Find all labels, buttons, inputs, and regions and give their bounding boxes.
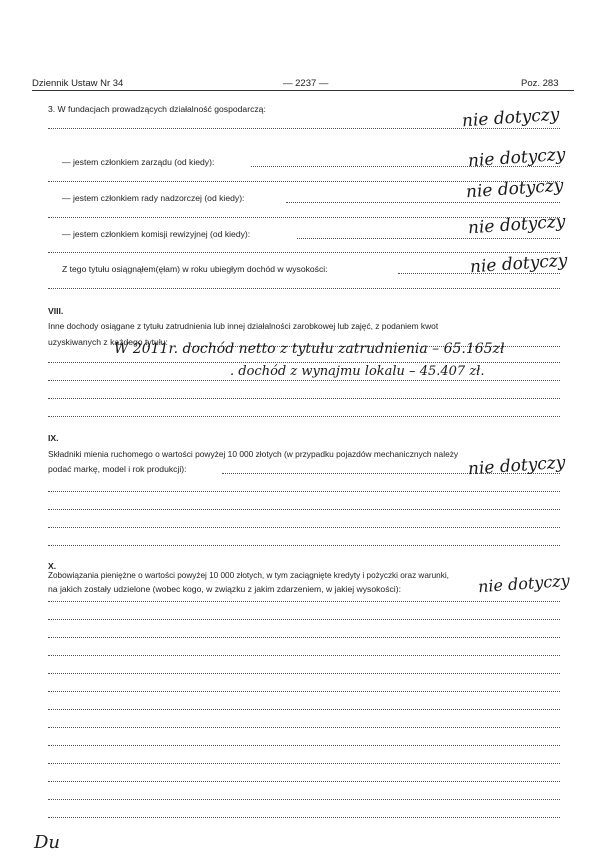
dotted-line xyxy=(48,655,560,656)
income-label: Z tego tytułu osiągnąłem(ęłam) w roku ubiegłym dochód w wysokości: xyxy=(62,264,328,274)
dotted-line xyxy=(48,691,560,692)
section10-text-line1: Zobowiązania pieniężne o wartości powyżej 10 000 złotych, w tym zaciągnięte kredyty i pożyczki oraz warunki, xyxy=(48,571,449,580)
signature-initials: Du xyxy=(34,832,61,853)
supervisory-board-label: — jestem członkiem rady nadzorczej (od kiedy): xyxy=(62,193,245,203)
journal-title: Dziennik Ustaw Nr 34 xyxy=(32,78,124,89)
position-number: Poz. 283 xyxy=(521,78,559,89)
dotted-line xyxy=(48,128,560,129)
dotted-line xyxy=(48,709,560,710)
audit-committee-label: — jestem członkiem komisji rewizyjnej (od kiedy): xyxy=(62,229,251,239)
dotted-line xyxy=(48,491,560,492)
dotted-line xyxy=(48,362,560,363)
dotted-line xyxy=(48,416,560,417)
page-number: — 2237 — xyxy=(283,78,329,89)
dotted-line xyxy=(297,238,560,239)
dotted-line xyxy=(286,202,560,203)
dotted-line xyxy=(48,673,560,674)
section9-text-line2: podać markę, model i rok produkcji): xyxy=(48,464,187,474)
dotted-line xyxy=(48,619,560,620)
dotted-line xyxy=(48,817,560,818)
handwritten-nd-7: nie dotyczy xyxy=(477,570,571,597)
section8-number: VIII. xyxy=(48,306,64,316)
dotted-line xyxy=(48,601,560,602)
section9-number: IX. xyxy=(48,433,59,443)
dotted-line xyxy=(48,799,560,800)
handwritten-nd-3: nie dotyczy xyxy=(465,175,565,203)
dotted-line xyxy=(48,727,560,728)
dotted-line xyxy=(48,781,560,782)
handwritten-income-line2: . dochód z wynajmu lokalu – 45.407 zł. xyxy=(230,364,485,379)
handwritten-nd-4: nie dotyczy xyxy=(467,211,567,239)
dotted-line xyxy=(48,380,560,381)
dotted-line xyxy=(48,288,560,289)
dotted-line xyxy=(48,527,560,528)
section9-text-line1: Składniki mienia ruchomego o wartości powyżej 10 000 złotych (w przypadku pojazdów mechanicznych należy xyxy=(48,449,459,459)
dotted-line xyxy=(48,252,560,253)
section8-text-line1: Inne dochody osiągane z tytułu zatrudnienia lub innej działalności zarobkowej lub zajęć, z podaniem kwot xyxy=(48,321,439,331)
section8-text-line2: uzyskiwanych z każdego tytułu: xyxy=(48,337,168,347)
section10-text-line2: na jakich zostały udzielone (wobec kogo, w związku z jakim zdarzeniem, w jakiej wysokości): xyxy=(48,584,401,594)
dotted-line xyxy=(48,637,560,638)
handwritten-nd-5: nie dotyczy xyxy=(469,250,569,278)
section3-title: 3. W fundacjach prowadzących działalność gospodarczą: xyxy=(48,104,266,114)
header-rule xyxy=(32,90,574,91)
board-member-label: — jestem członkiem zarządu (od kiedy): xyxy=(62,157,215,167)
dotted-line xyxy=(48,509,560,510)
handwritten-nd-1: nie dotyczy xyxy=(461,104,561,132)
handwritten-nd-2: nie dotyczy xyxy=(467,144,567,172)
dotted-line xyxy=(48,745,560,746)
dotted-line xyxy=(48,398,560,399)
dotted-line xyxy=(48,545,560,546)
handwritten-income-line1: W 2011r. dochód netto z tytułu zatrudnienia – 65.165zł xyxy=(114,341,505,357)
section10-number: X. xyxy=(48,561,57,571)
handwritten-nd-6: nie dotyczy xyxy=(467,452,567,480)
dotted-line xyxy=(48,763,560,764)
